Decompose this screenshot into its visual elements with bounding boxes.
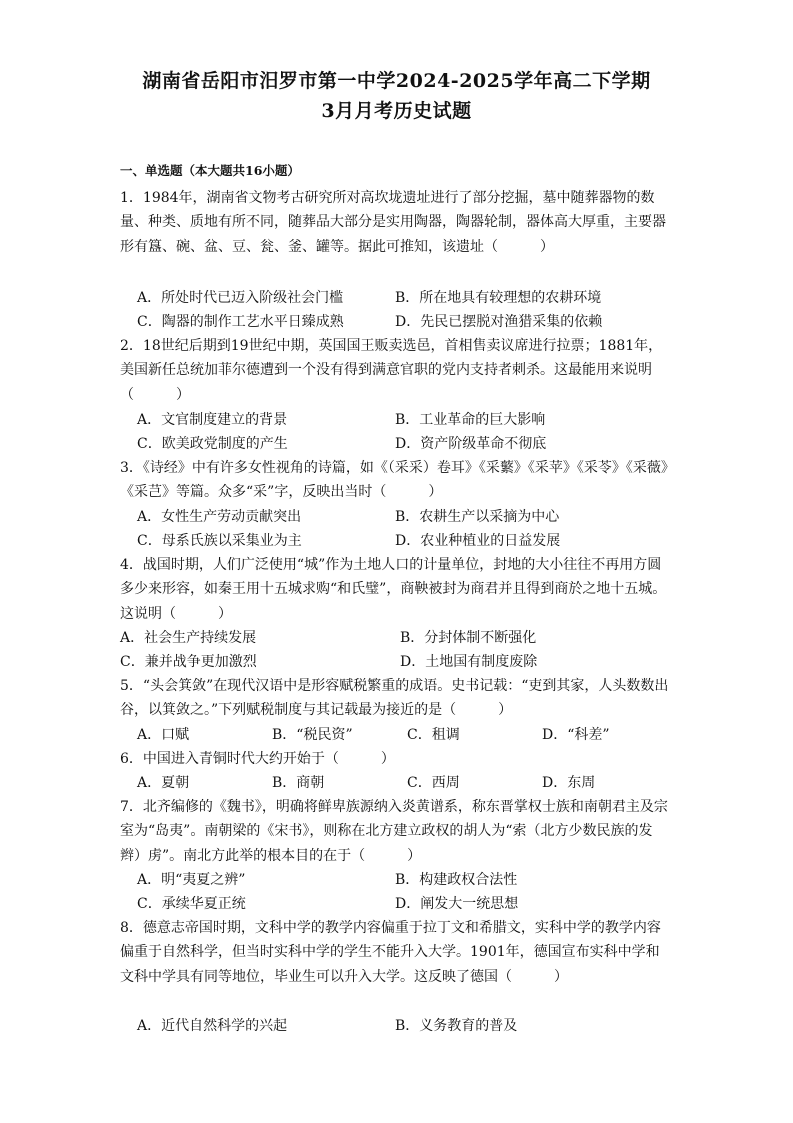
question-6-stem: 6．中国进入青铜时代大约开始于（ ） — [120, 751, 395, 767]
question-2-option-a[interactable]: A．文官制度建立的背景 — [137, 412, 288, 428]
question-2-option-c[interactable]: C．欧美政党制度的产生 — [137, 436, 288, 452]
question-6-option-a[interactable]: A．夏朝 — [137, 775, 190, 791]
exam-title-line1: 湖南省岳阳市汨罗市第一中学2024-2025学年高二下学期 — [142, 70, 651, 92]
exam-title-line2: 3月月考历史试题 — [321, 100, 472, 122]
question-4-stem: 4．战国时期，人们广泛使用“城”作为土地人口的计量单位，封地的大小往往不再用方圆多少来形容，如秦王用十五城求购“和氏璧”，商鞅被封为商君并且得到商於之地十五城。这说明（ ） — [120, 557, 667, 622]
question-2-stem: 2．18世纪后期到19世纪中期，英国国王贩卖选邑，首相售卖议席进行拉票；1881年，美国新任总统加菲尔德遭到一个没有得到满意官职的党内支持者刺杀。这最能用来说明（ ） — [120, 338, 663, 403]
section-heading: 一、单选题（本大题共16小题） — [120, 163, 300, 178]
question-8-stem: 8．德意志帝国时期，文科中学的教学内容偏重于拉丁文和希腊文，实科中学的教学内容偏重于自然科学，但当时实科中学的学生不能升入大学。1901年，德国宣布实科中学和文科中学具有同等地位，毕业生可以升入大学。这反映了德国（ ） — [120, 920, 661, 985]
question-7-stem: 7．北齐编修的《魏书》，明确将鲜卑族源纳入炎黄谱系，称东晋掌权士族和南朝君主及宗室为“岛夷”。南朝梁的《宋书》，则称在北方建立政权的胡人为“索（北方少数民族的发辫）虏”。南北方此举的根本目的在于（ ） — [120, 799, 668, 864]
question-3-option-d[interactable]: D．农业种植业的日益发展 — [395, 533, 561, 549]
question-2-options — [137, 408, 657, 456]
question-7-option-d[interactable]: D．阐发大一统思想 — [395, 896, 519, 912]
question-7-option-b[interactable]: B．构建政权合法性 — [395, 872, 518, 888]
question-6-option-d[interactable]: D．东周 — [542, 775, 596, 791]
question-1-stem: 1．1984年，湖南省文物考古研究所对高坎垅遗址进行了部分挖掘，墓中随葬器物的数量、种类、质地有所不同，随葬品大部分是实用陶器，陶器轮制，器体高大厚重，主要器形有簋、碗、盆、豆、瓮、釜、罐等。据此可推知，该遗址（ ） — [120, 190, 666, 255]
question-3-stem: 3．《诗经》中有许多女性视角的诗篇，如《（采采）卷耳》《采蘩》《采苹》《采苓》《采薇》《采芑》等篇。众多“采”字，反映出当时（ ） — [120, 460, 668, 501]
question-3-option-c[interactable]: C．母系氏族以采集业为主 — [137, 533, 302, 549]
question-5-option-b[interactable]: B．“税民资” — [272, 727, 353, 743]
question-1-option-c[interactable]: C．陶器的制作工艺水平日臻成熟 — [137, 314, 344, 330]
question-5-option-a[interactable]: A．口赋 — [137, 727, 190, 743]
question-3-option-b[interactable]: B．农耕生产以采摘为中心 — [395, 509, 560, 525]
question-5-option-d[interactable]: D．“科差” — [542, 727, 610, 743]
question-1-option-b[interactable]: B．所在地具有较理想的农耕环境 — [395, 290, 602, 306]
question-4-option-d[interactable]: D．土地国有制度废除 — [400, 654, 538, 670]
question-4-option-c[interactable]: C．兼并战争更加激烈 — [120, 654, 257, 670]
question-1-options — [137, 286, 657, 334]
question-6-option-c[interactable]: C．西周 — [407, 775, 460, 791]
question-8-option-b[interactable]: B．义务教育的普及 — [395, 1018, 518, 1034]
question-7-option-c[interactable]: C．承续华夏正统 — [137, 896, 246, 912]
question-2-option-b[interactable]: B．工业革命的巨大影响 — [395, 412, 546, 428]
question-2-option-d[interactable]: D．资产阶级革命不彻底 — [395, 436, 547, 452]
question-4-options — [120, 626, 680, 674]
question-4-option-a[interactable]: A．社会生产持续发展 — [120, 630, 257, 646]
question-1-option-d[interactable]: D．先民已摆脱对渔猎采集的依赖 — [395, 314, 603, 330]
question-7-option-a[interactable]: A．明“夷夏之辨” — [137, 872, 246, 888]
question-5-options — [137, 723, 677, 747]
question-7-options — [137, 868, 657, 916]
question-5-option-c[interactable]: C．租调 — [407, 727, 460, 743]
question-6-options — [137, 771, 677, 795]
question-3-options — [137, 505, 657, 553]
question-6-option-b[interactable]: B．商朝 — [272, 775, 325, 791]
question-8-options — [137, 1014, 657, 1038]
question-3-option-a[interactable]: A．女性生产劳动贡献突出 — [137, 509, 302, 525]
question-4-option-b[interactable]: B．分封体制不断强化 — [400, 630, 537, 646]
question-5-stem: 5．“头会箕敛”在现代汉语中是形容赋税繁重的成语。史书记载：“吏到其家，人头数数出谷，以箕敛之。”下列赋税制度与其记载最为接近的是（ ） — [120, 678, 669, 719]
question-8-option-a[interactable]: A．近代自然科学的兴起 — [137, 1018, 288, 1034]
question-1-option-a[interactable]: A．所处时代已迈入阶级社会门槛 — [137, 290, 344, 306]
